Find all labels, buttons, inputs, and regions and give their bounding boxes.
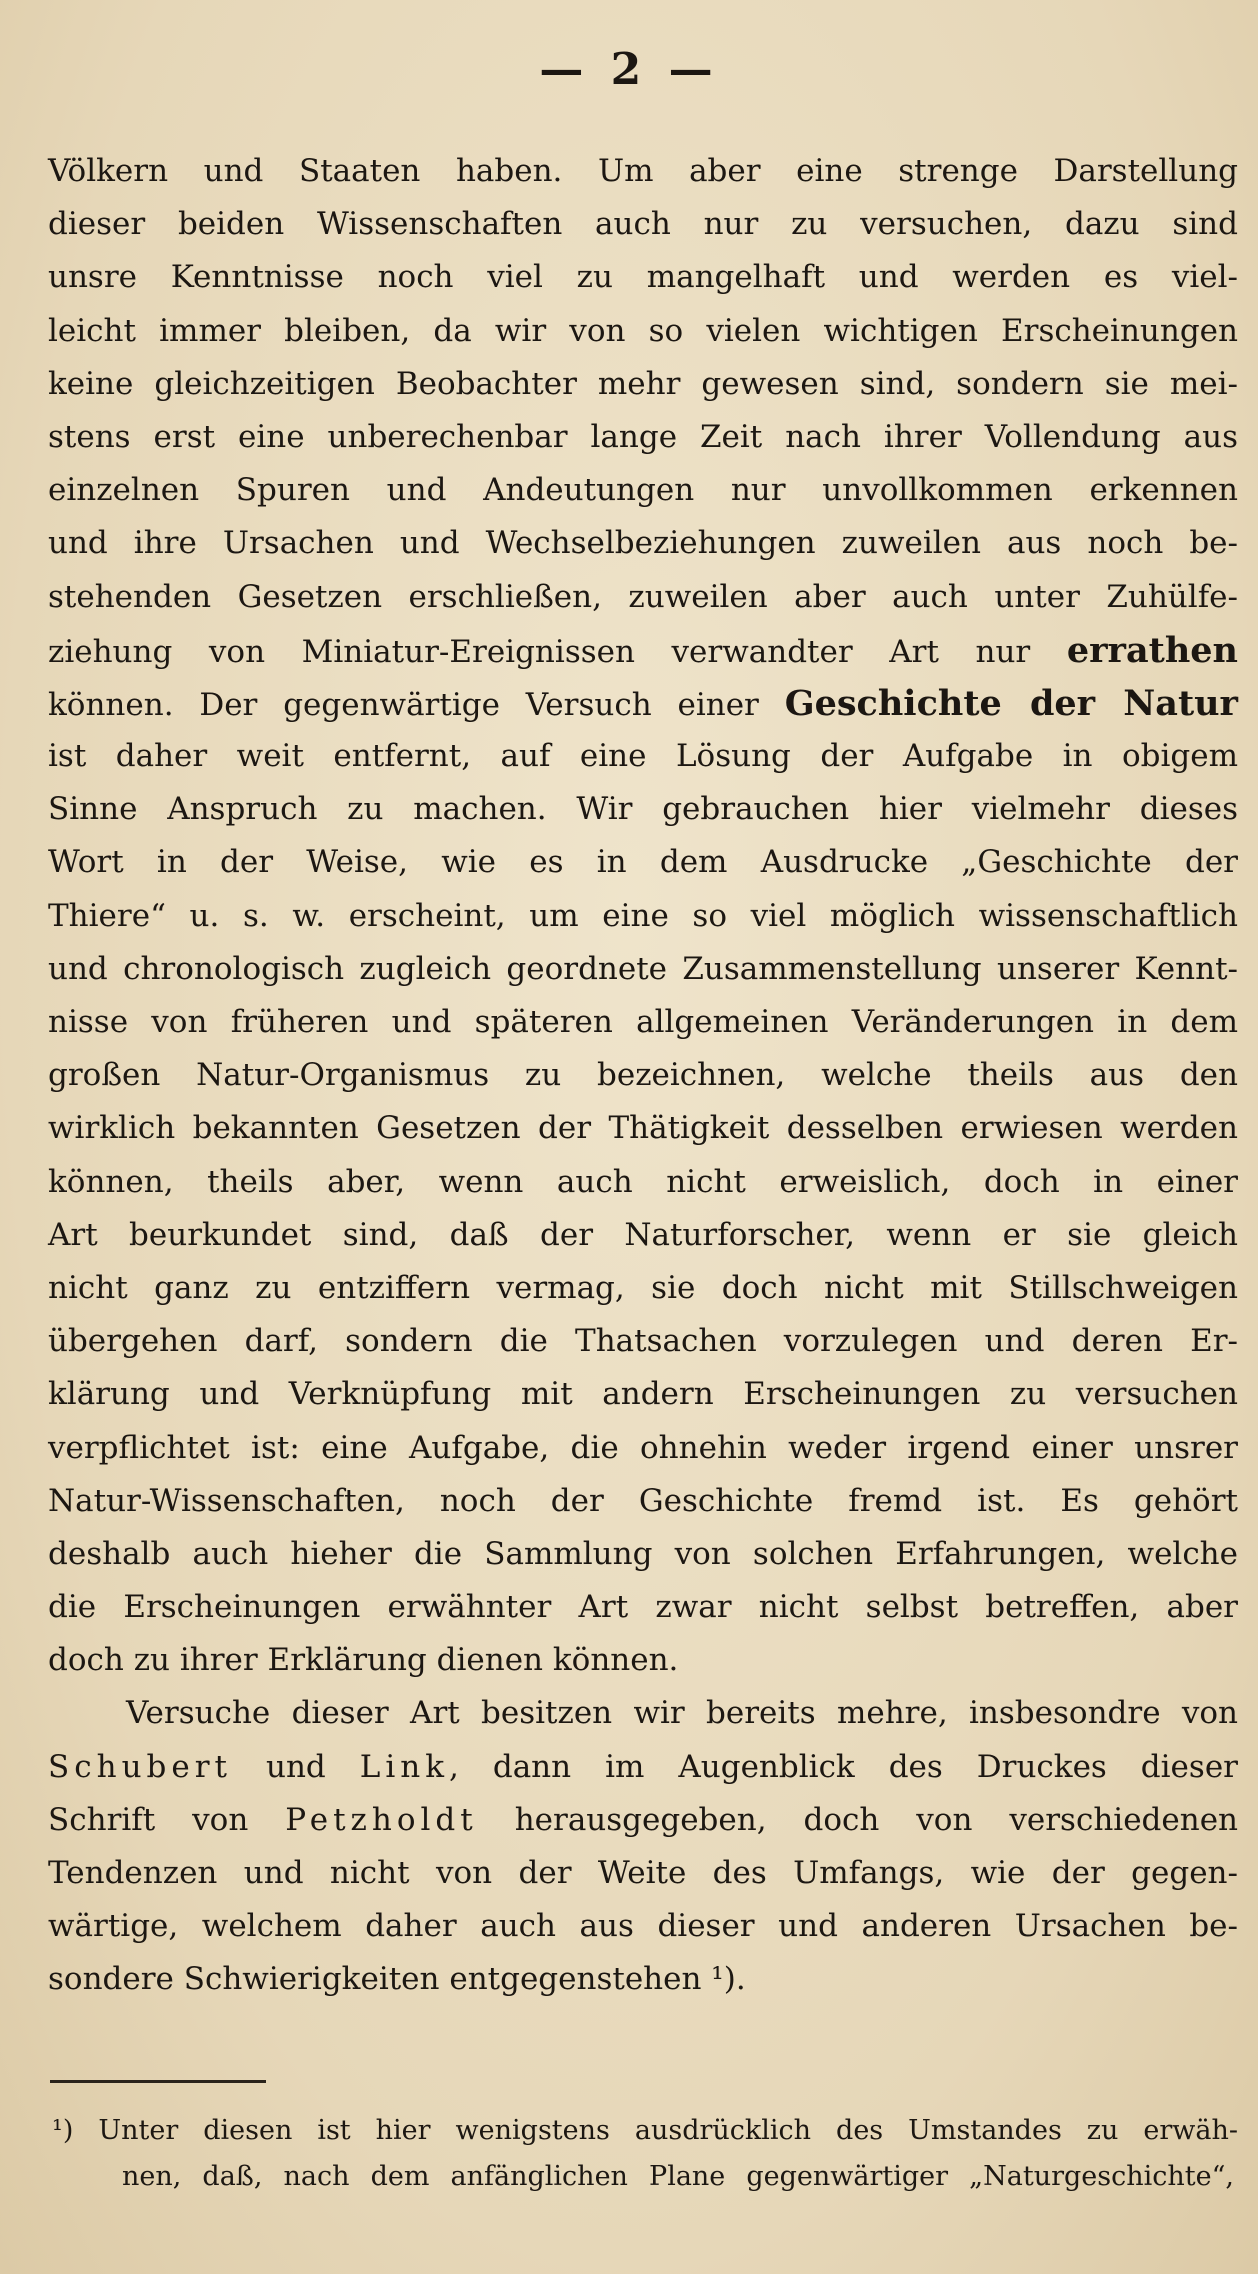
text-line: wärtige, welchem daher auch aus dieser und anderen Ursachen be- bbox=[48, 1908, 1238, 1945]
text-line: stehenden Gesetzen erschließen, zuweilen aber auch unter Zuhülfe- bbox=[48, 578, 1238, 615]
text-fragment: herausgegeben, doch von verschiedenen bbox=[514, 1801, 1239, 1838]
text-line: Tendenzen und nicht von der Weite des Umfangs, wie der gegen- bbox=[48, 1855, 1238, 1891]
author-name-schubert: Schubert bbox=[48, 1748, 232, 1785]
text-fragment: und bbox=[265, 1748, 326, 1785]
footnote-line: ¹) Unter diesen ist hier wenigstens ausdrücklich des Umstandes zu erwäh- bbox=[52, 2115, 1238, 2146]
body-text bbox=[48, 145, 1238, 2007]
text-line: und ihre Ursachen und Wechselbeziehungen zuweilen aus noch be- bbox=[48, 525, 1238, 562]
text-line: klärung und Verknüpfung mit andern Erscheinungen zu versuchen bbox=[48, 1376, 1238, 1413]
text-line: Versuche dieser Art besitzen wir bereits mehre, insbesondre von bbox=[126, 1695, 1238, 1732]
emphasis-book-title: Geschichte der Natur bbox=[784, 682, 1238, 724]
text-line bbox=[48, 677, 1238, 730]
text-line: Wort in der Weise, wie es in dem Ausdrucke „Geschichte der bbox=[48, 844, 1238, 881]
footnote bbox=[52, 2108, 1238, 2200]
text-line: sondere Schwierigkeiten entgegenstehen ¹). bbox=[48, 1961, 746, 1998]
text-line bbox=[48, 1794, 1238, 1847]
text-line: stens erst eine unberechenbar lange Zeit nach ihrer Vollendung aus bbox=[48, 418, 1238, 455]
text-line: großen Natur-Organismus zu bezeichnen, welche theils aus den bbox=[48, 1057, 1238, 1094]
text-fragment: können. Der gegenwärtige Versuch einer bbox=[48, 686, 759, 723]
text-fragment: Schrift von bbox=[48, 1801, 249, 1838]
text-line: verpflichtet ist: eine Aufgabe, die ohnehin weder irgend einer unsrer bbox=[48, 1429, 1238, 1466]
text-line: nisse von früheren und späteren allgemeinen Veränderungen in dem bbox=[48, 1004, 1238, 1040]
text-line: unsre Kenntnisse noch viel zu mangelhaft und werden es viel- bbox=[48, 259, 1238, 296]
text-line: keine gleichzeitigen Beobachter mehr gewesen sind, sondern sie mei- bbox=[48, 365, 1238, 402]
text-line: Sinne Anspruch zu machen. Wir gebrauchen hier vielmehr dieses bbox=[48, 791, 1238, 828]
footnote-line: nen, daß, nach dem anfänglichen Plane gegenwärtiger „Naturgeschichte“, bbox=[122, 2161, 1234, 2192]
text-line: ist daher weit entfernt, auf eine Lösung der Aufgabe in obigem bbox=[48, 738, 1238, 775]
emphasis-errathen: errathen bbox=[1066, 629, 1238, 671]
text-line: Völkern und Staaten haben. Um aber eine strenge Darstellung bbox=[48, 153, 1238, 189]
text-fragment: , dann im Augenblick des Druckes dieser bbox=[449, 1748, 1238, 1785]
text-line: dieser beiden Wissenschaften auch nur zu versuchen, dazu sind bbox=[48, 206, 1238, 243]
author-name-petzholdt: Petzholdt bbox=[285, 1801, 478, 1838]
text-line: nicht ganz zu entziffern vermag, sie doch nicht mit Stillschweigen bbox=[48, 1269, 1238, 1306]
text-line: deshalb auch hieher die Sammlung von solchen Erfahrungen, welche bbox=[48, 1535, 1238, 1572]
text-line: Natur-Wissenschaften, noch der Geschichte fremd ist. Es gehört bbox=[48, 1482, 1238, 1519]
page-number: — 2 — bbox=[539, 44, 719, 95]
text-line: einzelnen Spuren und Andeutungen nur unvollkommen erkennen bbox=[48, 472, 1238, 509]
text-fragment: ziehung von Miniatur-Ereignissen verwandter Art nur bbox=[48, 633, 1031, 670]
footnote-divider bbox=[50, 2080, 266, 2083]
text-line: Art beurkundet sind, daß der Naturforscher, wenn er sie gleich bbox=[48, 1216, 1238, 1253]
text-line: Thiere“ u. s. w. erscheint, um eine so viel möglich wissenschaftlich bbox=[48, 897, 1238, 934]
text-line bbox=[48, 624, 1238, 677]
text-line: und chronologisch zugleich geordnete Zusammenstellung unserer Kennt- bbox=[48, 950, 1238, 987]
text-line bbox=[48, 1741, 1238, 1794]
author-name-link: Link bbox=[359, 1748, 450, 1785]
text-line: leicht immer bleiben, da wir von so vielen wichtigen Erscheinungen bbox=[48, 312, 1238, 349]
text-line: wirklich bekannten Gesetzen der Thätigkeit desselben erwiesen werden bbox=[48, 1110, 1238, 1147]
text-line: doch zu ihrer Erklärung dienen können. bbox=[48, 1642, 679, 1679]
text-line: können, theils aber, wenn auch nicht erweislich, doch in einer bbox=[48, 1163, 1238, 1200]
text-line: die Erscheinungen erwähnter Art zwar nicht selbst betreffen, aber bbox=[48, 1589, 1238, 1626]
text-line: übergehen darf, sondern die Thatsachen vorzulegen und deren Er- bbox=[48, 1323, 1238, 1360]
